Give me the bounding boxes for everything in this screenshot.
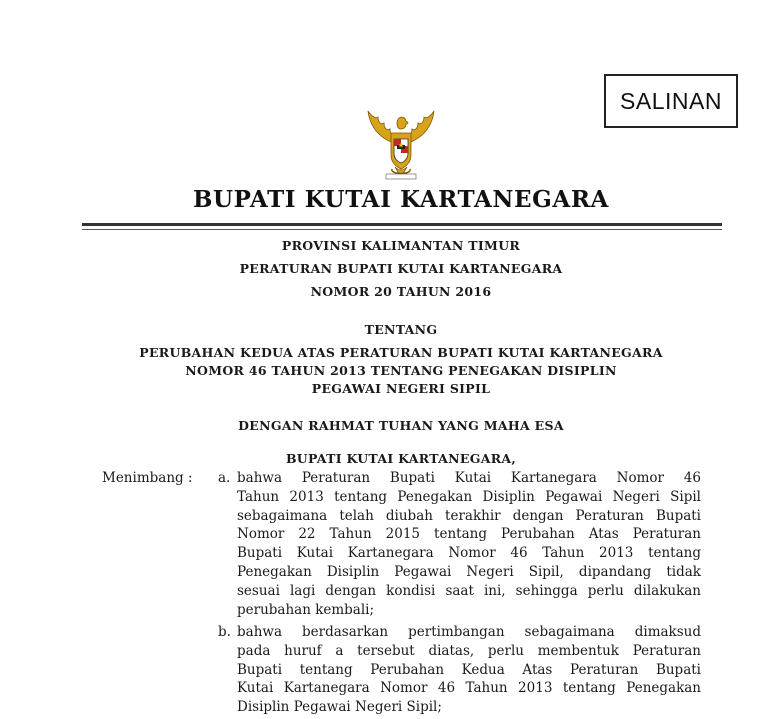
document-title: BUPATI KUTAI KARTANEGARA: [192, 186, 609, 213]
text-line: Bupati Kutai Kartanegara Nomor 46 Tahun 2013 tentang: [237, 545, 701, 562]
text-line: bahwa Peraturan Bupati Kutai Kartanegara Nomor 46: [237, 470, 701, 486]
subject-line-2: NOMOR 46 TAHUN 2013 TENTANG PENEGAKAN DISIPLIN: [185, 363, 617, 378]
considering-label: Menimbang :: [102, 470, 193, 486]
text-line: Disiplin Pegawai Negeri Sipil;: [237, 699, 442, 716]
text-line: Tahun 2013 tentang Penegakan Disiplin Pegawai Negeri Sipil: [237, 488, 701, 505]
considering-item-b: [237, 623, 701, 717]
text-line: Kutai Kartanegara Nomor 46 Tahun 2013 tentang Penegakan: [237, 680, 701, 697]
text-line: Nomor 22 Tahun 2015 tentang Perubahan Atas Peraturan: [237, 526, 701, 543]
garuda-emblem-icon: [364, 103, 438, 183]
text-line: Bupati tentang Perubahan Kedua Atas Peraturan Bupati: [237, 661, 701, 678]
issuer-line: BUPATI KUTAI KARTANEGARA,: [285, 451, 517, 466]
text-line: Penegakan Disiplin Pegawai Negeri Sipil, dipandang tidak: [237, 563, 701, 580]
text-line: sesuai lagi dengan kondisi saat ini, sehingga perlu dilakukan: [237, 582, 701, 599]
regulation-line: PERATURAN BUPATI KUTAI KARTANEGARA: [239, 261, 563, 276]
regulation-number: NOMOR 20 TAHUN 2016: [310, 284, 492, 299]
text-line: sebagaimana telah diubah terakhir dengan Peraturan Bupati: [237, 507, 701, 524]
head: [397, 117, 408, 129]
item-letter-a: a.: [218, 470, 231, 486]
ribbon: [386, 174, 416, 179]
header-rule-thick: [82, 223, 722, 226]
grace-line: DENGAN RAHMAT TUHAN YANG MAHA ESA: [238, 418, 564, 433]
header-rule-thin: [82, 229, 722, 230]
copy-stamp: SALINAN: [604, 74, 738, 128]
text-line: pada huruf a tersebut diatas, perlu membentuk Peraturan: [237, 642, 701, 659]
text-line: bahwa berdasarkan pertimbangan sebagaimana dimaksud: [237, 624, 701, 640]
province-line: PROVINSI KALIMANTAN TIMUR: [281, 238, 521, 253]
item-letter-b: b.: [218, 624, 231, 640]
subject-line-3: PEGAWAI NEGERI SIPIL: [311, 381, 491, 396]
subject-line-1: PERUBAHAN KEDUA ATAS PERATURAN BUPATI KUTAI KARTANEGARA: [139, 345, 663, 360]
considering-item-a: [237, 469, 701, 619]
about-heading: TENTANG: [364, 322, 438, 337]
text-line: perubahan kembali;: [237, 601, 375, 618]
